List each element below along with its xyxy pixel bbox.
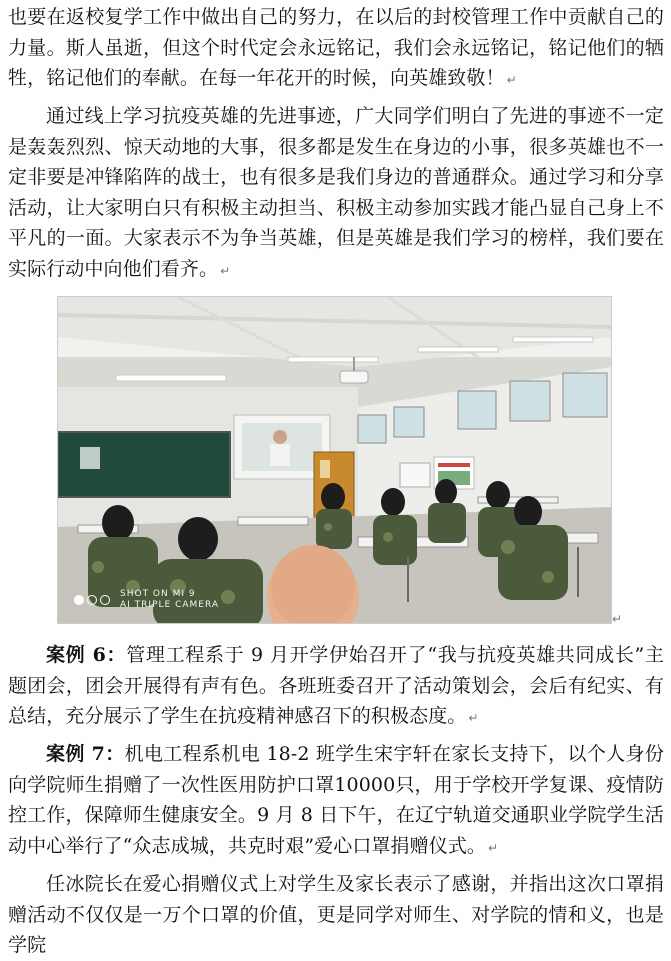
paragraph-1: 也要在返校复学工作中做出自己的努力，在以后的封校管理工作中贡献自己的力量。斯人虽逝，但这个时代定会永远铭记，我们会永远铭记，铭记他们的牺牲，铭记他们的奉献。在每一年花开的时候，向英雄致敬！ ↵	[8, 6, 664, 89]
watermark-dot-icon	[74, 595, 84, 605]
watermark-dot-icon	[87, 595, 97, 605]
classroom-photo	[57, 296, 612, 624]
case-7-paragraph	[8, 739, 664, 863]
paragraph-mark: ↵	[468, 711, 479, 725]
camera-watermark	[120, 589, 219, 611]
paragraph-mark: ↵	[612, 612, 623, 626]
paragraph-5: 任冰院长在爱心捐赠仪式上对学生及家长表示了感谢，并指出这次口罩捐赠活动不仅仅是一万个口罩的价值，更是同学对师生、对学院的情和义，也是学院	[8, 873, 664, 956]
case-6-label: 案例 6：	[46, 644, 127, 666]
paragraph-mark: ↵	[506, 73, 517, 87]
paragraph-2: 通过线上学习抗疫英雄的先进事迹，广大同学们明白了先进的事迹不一定是轰轰烈烈、惊天动地的大事，很多都是发生在身边的小事，很多英雄也不一定非要是冲锋陷阵的战士，也有很多是我们身边的普通群众。通过学习和分享活动，让大家明白只有积极主动担当、积极主动参加实践才能凸显自己身上不平凡的一面。大家表示不为争当英雄，但是英雄是我们学习的榜样，我们要在实际行动中向他们看齐。 ↵	[8, 105, 664, 280]
classroom-scene	[58, 297, 611, 623]
watermark-line-1: SHOT ON MI 9	[120, 589, 196, 599]
watermark-dot-icon	[100, 595, 110, 605]
paragraph-mark: ↵	[220, 263, 231, 278]
case-7-label: 案例 7：	[46, 743, 125, 765]
case-7-text: 机电工程系机电 18-2 班学生宋宇轩在家长支持下，以个人身份向学院师生捐赠了一次性医用防护口罩10000只，用于学校开学复课、疫情防控工作，保障师生健康安全。9 月 8 日下午，在辽宁轨道交通职业学院学生活动中心举行了“众志成城，共克时艰”爱心口罩捐赠仪式。	[8, 743, 664, 857]
watermark-line-2: AI TRIPLE CAMERA	[120, 600, 220, 610]
case-6-text: 管理工程系于 9 月开学伊始召开了“我与抗疫英雄共同成长”主题团会，团会开展得有声有色。各班班委召开了活动策划会，会后有纪实、有总结，充分展示了学生在抗疫精神感召下的积极态度。	[8, 644, 664, 727]
camera-watermark-dots	[74, 595, 110, 605]
paragraph-mark: ↵	[488, 840, 499, 855]
case-6-paragraph	[8, 640, 664, 734]
